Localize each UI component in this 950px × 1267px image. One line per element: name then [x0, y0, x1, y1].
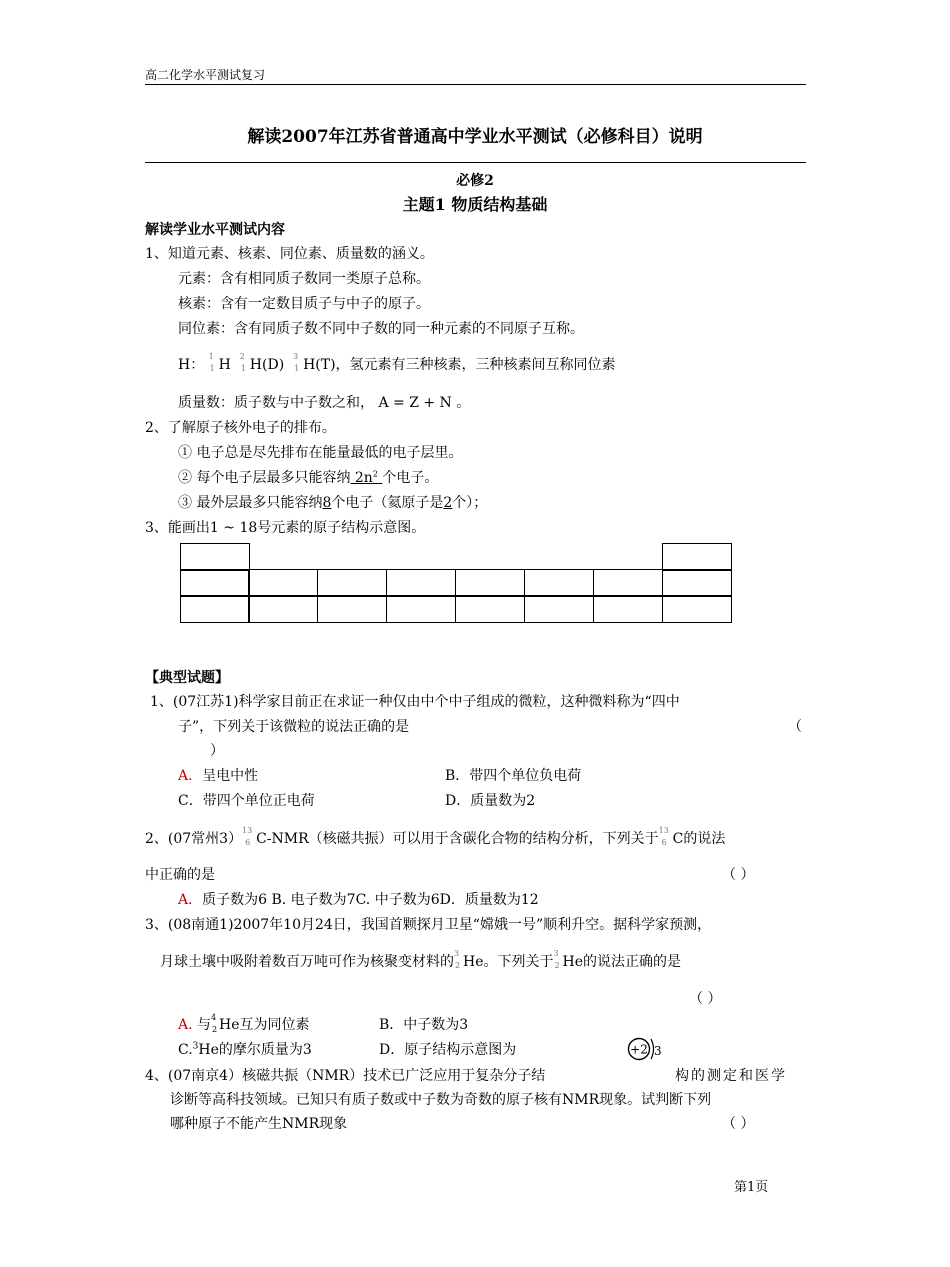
q1-option-a: A．呈电中性 [178, 768, 259, 784]
table-cell [662, 569, 732, 597]
q3-paren: （ ） [689, 991, 722, 1007]
course-label: 必修2 [456, 173, 494, 189]
table-cell [180, 543, 250, 571]
mass-number-definition: 质量数：质子数与中子数之和， A = Z + N 。 [178, 395, 471, 411]
q2-line2: 中正确的是 [145, 867, 215, 883]
table-cell [317, 569, 387, 597]
element-definition: 元素：含有相同质子数同一类原子总称。 [178, 271, 430, 287]
table-cell [593, 595, 663, 623]
table-cell [317, 595, 387, 623]
q2-paren: （ ） [722, 867, 755, 883]
rule-3: ③ 最外层最多只能容纳8个电子（氦原子是2个）； [178, 495, 488, 511]
tritium: H(T) [303, 357, 336, 373]
q4-line2: 诊断等高科技领域。已知只有质子数或中子数为奇数的原子核有NMR现象。试判断下列 [170, 1092, 712, 1108]
table-cell [662, 595, 732, 623]
q3-option-b: B．中子数为3 [379, 1017, 469, 1033]
point2-heading: 2、了解原子核外电子的排布。 [145, 420, 336, 436]
header-rule [145, 84, 806, 85]
topic-title: 主题1 物质结构基础 [402, 195, 548, 214]
q2-options: A．质子数为6 B. 电子数为7C. 中子数为6D．质量数为12 [178, 892, 539, 908]
rule-1: ① 电子总是尽先排布在能量最低的电子层里。 [178, 445, 463, 461]
q1-line1: 1、(07江苏1)科学家目前正在求证一种仅由中个中子组成的微粒，这种微料称为“四中 [150, 694, 680, 710]
q1-paren-open: （ [788, 719, 802, 735]
q1-paren-close: ） [210, 743, 224, 759]
q2-line1: 2、(07常州3） 13 6 C-NMR（核磁共振）可以用于含碳化合物的结构分析，下列关于 13 6 C的说法 [145, 826, 726, 847]
q1-option-d: D．质量数为2 [445, 793, 536, 809]
protium: H [218, 357, 231, 373]
isotope-notation: 2 1 [239, 352, 246, 373]
isotope-notation: 4 2 [211, 1013, 218, 1034]
h-label: H： [178, 357, 205, 373]
typical-questions-heading: 【典型试题】 [145, 670, 229, 686]
table-cell [386, 595, 456, 623]
table-cell [455, 595, 525, 623]
page-header: 高二化学水平测试复习 [145, 68, 266, 82]
nuclide-definition: 核素：含有一定数目质子与中子的原子。 [178, 296, 430, 312]
q4-line1-pre: 4、(07南京4）核磁共振（NMR）技术已广泛应用于复杂分子结 [145, 1068, 546, 1084]
q1-option-c: C．带四个单位正电荷 [178, 793, 315, 809]
page-number: 第1页 [734, 1180, 769, 1195]
table-cell [386, 569, 456, 597]
table-cell [662, 543, 732, 571]
q1-option-b: B．带四个单位负电荷 [445, 768, 582, 784]
hydrogen-description: ，氢元素有三种核素，三种核素间互称同位素 [335, 357, 616, 373]
isotope-notation: 3 1 [293, 352, 300, 373]
q4-paren: （ ） [722, 1116, 755, 1132]
table-cell [248, 595, 318, 623]
title-rule [145, 162, 806, 163]
table-cell [524, 595, 594, 623]
point3-heading: 3、能画出1 ~ 18号元素的原子结构示意图。 [145, 520, 426, 536]
isotope-notation: 1 1 [208, 352, 215, 373]
atom-structure-diagram [626, 1036, 666, 1066]
table-cell [524, 569, 594, 597]
section-heading: 解读学业水平测试内容 [145, 222, 285, 238]
electron-count: 3 [654, 1044, 662, 1058]
deuterium: H(D) [249, 357, 285, 373]
q3-option-a: A. 与 4 2 He互为同位素 [178, 1013, 310, 1034]
q3-option-d: D．原子结构示意图为 [379, 1042, 517, 1058]
table-cell [593, 569, 663, 597]
q1-line2: 子”，下列关于该微粒的说法正确的是 [178, 719, 410, 735]
table-cell [455, 569, 525, 597]
q3-line2: 月球土壤中吸附着数百万吨可作为核聚变材料的 3 2 He。下列关于 3 2 He的说法正确的是 [160, 949, 681, 970]
q3-option-c: C.$^3$He的摩尔质量为3 [178, 1041, 312, 1058]
nucleus-charge: +2 [630, 1042, 648, 1057]
isotope-notation: 13 6 [658, 826, 669, 847]
table-cell [180, 569, 250, 597]
rule-2: ② 每个电子层最多只能容纳 $2n^2$ 个电子。 [178, 469, 439, 486]
table-cell [248, 569, 318, 597]
periodic-table-blank [180, 543, 732, 623]
isotope-notation: 3 2 [454, 949, 461, 970]
q3-line1: 3、(08南通1)2007年10月24日，我国首颗探月卫星“嫦娥一号”顺利升空。据科学家预测， [145, 917, 712, 933]
q4-line1-post: 构的测定和医学 [675, 1068, 787, 1084]
q4-line3: 哪种原子不能产生NMR现象 [170, 1116, 348, 1132]
table-cell [180, 595, 250, 623]
point1-heading: 1、知道元素、核素、同位素、质量数的涵义。 [145, 246, 434, 262]
isotope-notation: 13 6 [242, 826, 253, 847]
isotope-notation: 3 2 [553, 949, 560, 970]
isotope-definition: 同位素：含有同质子数不同中子数的同一种元素的不同原子互称。 [178, 321, 584, 337]
document-title: 解读2007年江苏省普通高中学业水平测试（必修科目）说明 [247, 127, 703, 147]
hydrogen-isotopes-line [178, 354, 616, 374]
